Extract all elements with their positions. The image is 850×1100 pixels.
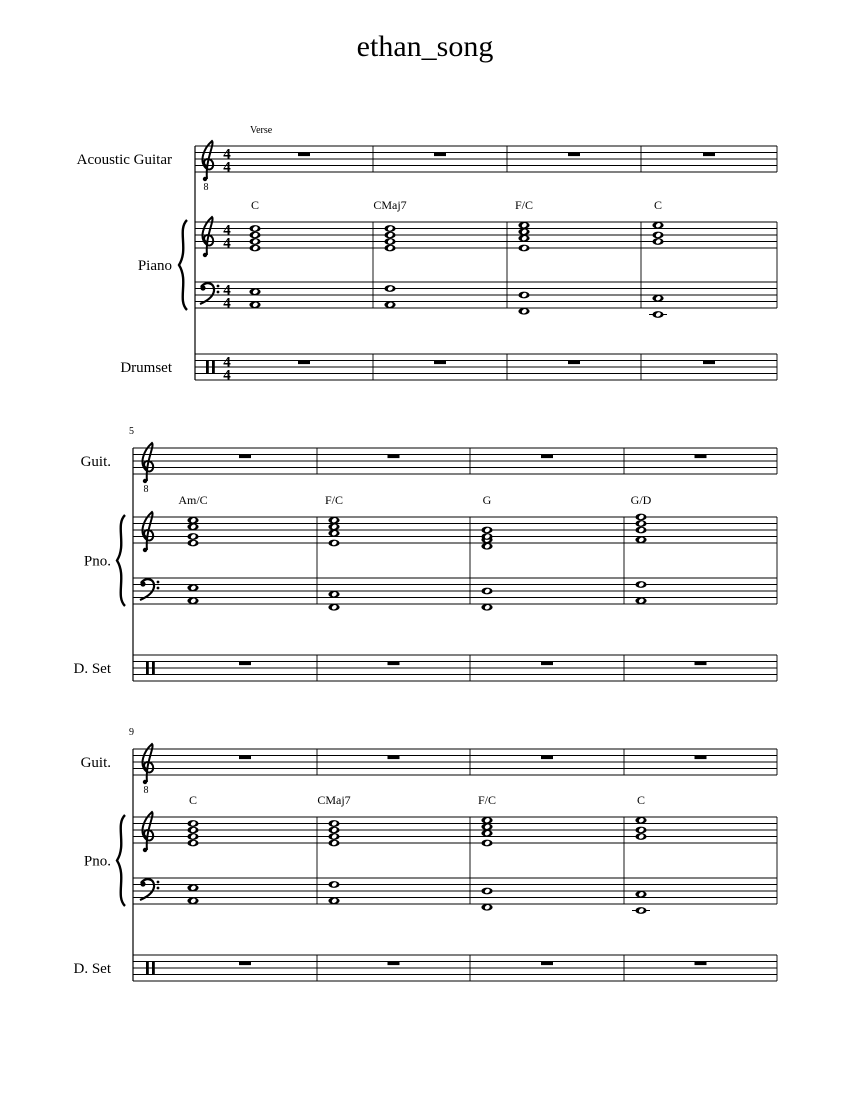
treble-clef-stroke bbox=[143, 744, 154, 782]
time-signature-beat-type: 4 bbox=[223, 235, 231, 252]
drum-whole-rest bbox=[388, 962, 400, 966]
treble-clef-stroke bbox=[203, 141, 214, 179]
drum-whole-rest bbox=[695, 962, 707, 966]
chord-symbol: Am/C bbox=[178, 493, 208, 507]
piano-bass-staff bbox=[133, 878, 777, 904]
drum-whole-rest bbox=[541, 962, 553, 966]
treble-clef-icon bbox=[143, 443, 154, 483]
chord-symbol: F/C bbox=[324, 493, 344, 507]
bass-clef-knob bbox=[200, 285, 205, 290]
guitar-whole-rest bbox=[695, 756, 707, 760]
drum-whole-rest bbox=[541, 662, 553, 666]
page-title: ethan_song bbox=[356, 30, 494, 63]
treble-clef-dot bbox=[143, 479, 147, 483]
bass-clef-dot bbox=[157, 587, 160, 590]
bass-clef-dot bbox=[157, 881, 160, 884]
guitar-whole-rest bbox=[541, 455, 553, 459]
drum-whole-rest bbox=[239, 662, 251, 666]
instrument-label: Piano bbox=[137, 258, 172, 274]
drum-staff bbox=[133, 955, 777, 981]
guitar-staff bbox=[195, 146, 777, 172]
chord-symbol: C bbox=[188, 793, 198, 807]
treble-clef-icon bbox=[203, 141, 214, 181]
time-signature-beats: 4 bbox=[223, 222, 231, 239]
instrument-label: Pno. bbox=[83, 553, 111, 570]
guitar-whole-rest bbox=[388, 756, 400, 760]
chord-symbol: CMaj7 bbox=[317, 793, 351, 807]
guitar-staff bbox=[133, 749, 777, 775]
bass-clef-icon bbox=[200, 283, 219, 304]
guitar-whole-rest bbox=[434, 153, 446, 157]
chord-symbol: F/C bbox=[477, 793, 497, 807]
piano-bass-staff bbox=[195, 282, 777, 308]
time-signature-beat-type: 4 bbox=[223, 159, 231, 176]
guitar-whole-rest bbox=[703, 153, 715, 157]
treble-clef-dot bbox=[143, 548, 147, 552]
guitar-whole-rest bbox=[239, 455, 251, 459]
chord-symbol: G bbox=[482, 493, 492, 507]
treble-clef-icon bbox=[143, 812, 154, 852]
measure-number: 5 bbox=[129, 426, 134, 437]
instrument-label: Acoustic Guitar bbox=[76, 152, 172, 168]
time-signature-beats: 4 bbox=[223, 146, 231, 163]
treble-clef-icon bbox=[143, 744, 154, 784]
piano-treble-staff bbox=[133, 817, 777, 843]
piano-treble-staff bbox=[195, 222, 777, 248]
treble-clef-stroke bbox=[143, 812, 154, 850]
treble-clef-dot bbox=[143, 780, 147, 784]
piano-brace-icon bbox=[117, 815, 125, 906]
piano-brace-icon bbox=[117, 515, 125, 606]
chord-symbol: C bbox=[250, 198, 260, 212]
treble-clef-stroke bbox=[203, 217, 214, 255]
instrument-label: Pno. bbox=[83, 853, 111, 870]
treble-clef-dot bbox=[143, 848, 147, 852]
bass-clef-dot bbox=[157, 887, 160, 890]
time-signature-beat-type: 4 bbox=[223, 367, 231, 384]
treble-clef-stroke bbox=[143, 512, 154, 550]
bass-clef-dot bbox=[217, 285, 220, 288]
guitar-whole-rest bbox=[298, 153, 310, 157]
instrument-label: Drumset bbox=[120, 360, 172, 376]
drum-whole-rest bbox=[695, 662, 707, 666]
treble-clef-icon bbox=[203, 217, 214, 257]
drum-whole-rest bbox=[703, 361, 715, 365]
guitar-whole-rest bbox=[388, 455, 400, 459]
bass-clef-icon bbox=[140, 579, 159, 600]
time-signature-beats: 4 bbox=[223, 354, 231, 371]
octave-8-marker: 8 bbox=[203, 182, 209, 193]
percussion-clef-bar bbox=[146, 662, 149, 675]
rehearsal-mark: Verse bbox=[250, 125, 273, 136]
piano-bass-staff bbox=[133, 578, 777, 604]
drum-staff bbox=[133, 655, 777, 681]
guitar-whole-rest bbox=[541, 756, 553, 760]
bass-clef-dot bbox=[217, 291, 220, 294]
percussion-clef-bar bbox=[146, 962, 149, 975]
drum-staff bbox=[195, 354, 777, 380]
piano-treble-staff bbox=[133, 517, 777, 543]
octave-8-marker: 8 bbox=[143, 785, 149, 796]
drum-whole-rest bbox=[434, 361, 446, 365]
treble-clef-stroke bbox=[143, 443, 154, 481]
guitar-staff bbox=[133, 448, 777, 474]
time-signature-beats: 4 bbox=[223, 282, 231, 299]
drum-whole-rest bbox=[298, 361, 310, 365]
time-signature-beat-type: 4 bbox=[223, 295, 231, 312]
bass-clef-icon bbox=[140, 879, 159, 900]
chord-symbol: CMaj7 bbox=[373, 198, 407, 212]
guitar-whole-rest bbox=[695, 455, 707, 459]
chord-symbol: C bbox=[653, 198, 663, 212]
percussion-clef-bar bbox=[152, 662, 155, 675]
guitar-whole-rest bbox=[568, 153, 580, 157]
piano-brace-icon bbox=[179, 220, 187, 310]
chord-symbol: F/C bbox=[514, 198, 534, 212]
bass-clef-knob bbox=[140, 581, 145, 586]
percussion-clef-bar bbox=[206, 361, 209, 374]
octave-8-marker: 8 bbox=[143, 484, 149, 495]
guitar-whole-rest bbox=[239, 756, 251, 760]
chord-symbol: C bbox=[636, 793, 646, 807]
instrument-label: D. Set bbox=[73, 661, 111, 677]
instrument-label: Guit. bbox=[80, 755, 111, 771]
treble-clef-dot bbox=[203, 253, 207, 257]
drum-whole-rest bbox=[388, 662, 400, 666]
bass-clef-dot bbox=[157, 581, 160, 584]
bass-clef-knob bbox=[140, 881, 145, 886]
instrument-label: D. Set bbox=[73, 961, 111, 977]
measure-number: 9 bbox=[129, 727, 134, 738]
chord-symbol: G/D bbox=[630, 493, 652, 507]
drum-whole-rest bbox=[239, 962, 251, 966]
drum-whole-rest bbox=[568, 361, 580, 365]
treble-clef-icon bbox=[143, 512, 154, 552]
percussion-clef-bar bbox=[152, 962, 155, 975]
instrument-label: Guit. bbox=[80, 454, 111, 470]
percussion-clef-bar bbox=[212, 361, 215, 374]
treble-clef-dot bbox=[203, 177, 207, 181]
